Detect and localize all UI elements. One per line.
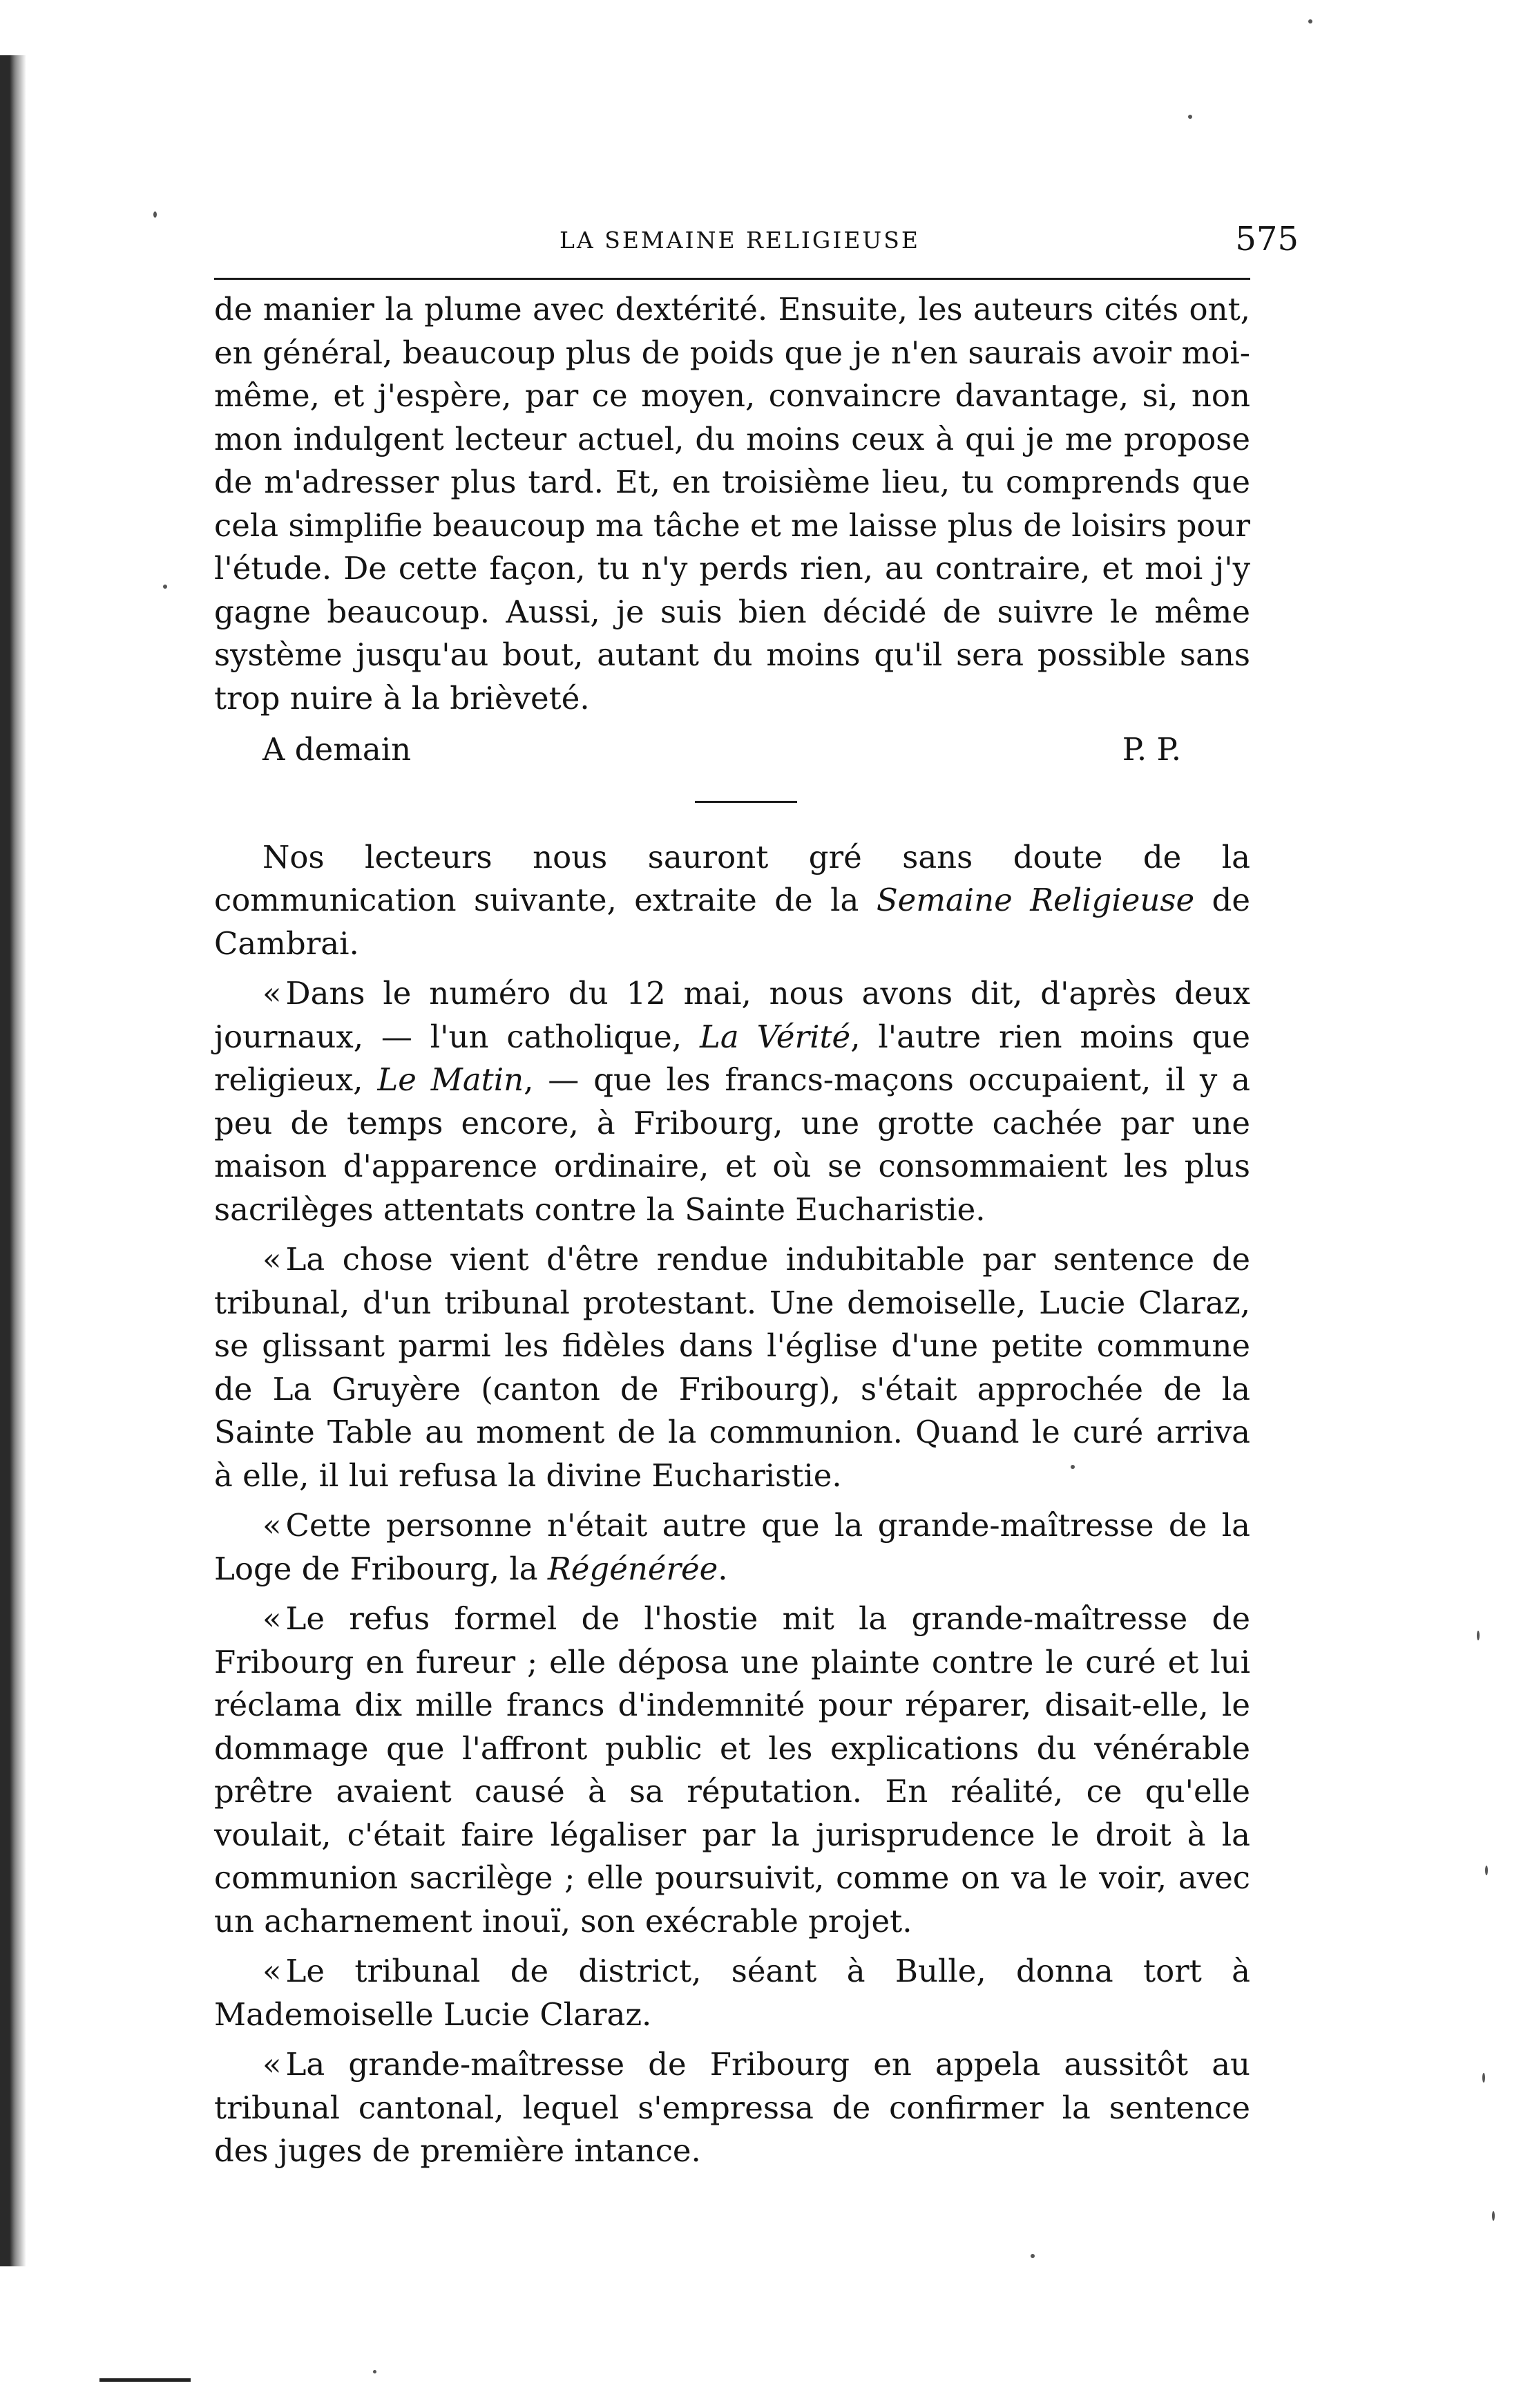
guillemet: « [262,1953,282,1989]
source-publication-title: Semaine Religieuse [876,882,1195,918]
scan-speck [1308,19,1312,23]
guillemet: « [262,1507,282,1544]
book-page [214,220,1299,2173]
scan-speck [163,585,167,589]
para3-text: Cette personne n'était autre que la grande-maîtresse de la Loge de Fribourg, la [214,1507,1250,1587]
scan-speck [1477,1631,1480,1640]
signoff-initials: P. P. [1122,731,1181,768]
guillemet: « [262,2046,282,2083]
header-rule [214,278,1250,280]
signoff-left: A demain [262,731,412,768]
quoted-paragraph-6 [214,2043,1250,2173]
quoted-paragraph-5 [214,1950,1250,2036]
intro-text-end: de Cambrai. [214,882,1250,962]
guillemet: « [262,975,282,1012]
running-head [214,220,1299,268]
quoted-paragraph-4 [214,1598,1250,1943]
para1-text-c: , — que les francs-maçons occupaient, il y a peu de temps encore, à Fribourg, une grotte cachée par une maison d'apparence ordinaire, et où se consommaient les plus sacrilèges attentats contre la Sainte Eucharistie. [214,1061,1250,1228]
para4-text: Le refus formel de l'hostie mit la grande-maîtresse de Fribourg en fureur ; elle déposa une plainte contre le curé et lui réclama dix mille francs d'indemnité pour réparer, disait-elle, le dommage que l'affront public et les explications du vénérable prêtre avaient causé à sa réputation. En réalité, ce qu'elle voulait, c'était faire légaliser par la jurisprudence le droit à la communion sacrilège ; elle poursuivit, comme on va le voir, avec un acharnement inouï, son exécrable projet. [214,1600,1250,1940]
newspaper-title-verite: La Vérité [699,1018,851,1055]
quoted-paragraph-3 [214,1504,1250,1591]
scan-speck [373,2370,376,2373]
guillemet: « [262,1600,282,1637]
quoted-paragraph-2 [214,1238,1250,1497]
section-separator [695,801,797,803]
intro-paragraph [214,836,1250,966]
quoted-paragraph-1 [214,972,1250,1231]
binding-edge-shadow [0,55,26,2266]
para5-text: Le tribunal de district, séant à Bulle, donna tort à Mademoiselle Lucie Claraz. [214,1953,1250,2033]
continuation-paragraph: de manier la plume avec dextérité. Ensuite, les auteurs cités ont, en général, beaucoup plus de poids que je n'en saurais avoir moi-même, et j'espère, par ce moyen, convaincre davantage, si, non mon indulgent lecteur actuel, du moins ceux à qui je me propose de m'adresser plus tard. Et, en troisième lieu, tu comprends que cela simplifie beaucoup ma tâche et me laisse plus de loisirs pour l'étude. De cette façon, tu n'y perds rien, au contraire, et moi j'y gagne beaucoup. Aussi, je suis bien décidé de suivre le même système jusqu'au bout, autant du moins qu'il sera possible sans trop nuire à la brièveté. [214,291,1250,717]
para3-text-end: . [718,1550,728,1587]
page-number: 575 [1235,220,1299,258]
body-text [214,288,1250,2173]
scan-speck [1031,2254,1035,2258]
scan-speck [1485,1866,1488,1875]
para1-text-b: , l'autre rien moins que religieux, [214,1018,1250,1098]
scan-speck [1188,115,1192,119]
scan-edge-mark [99,2378,191,2382]
para1-text-a: Dans le numéro du 12 mai, nous avons dit, d'après deux journaux, — l'un catholique, [214,975,1250,1055]
guillemet: « [262,1241,282,1278]
newspaper-title-matin: Le Matin [377,1061,524,1098]
para2-text: La chose vient d'être rendue indubitable par sentence de tribunal, d'un tribunal protestant. Une demoiselle, Lucie Claraz, se glissant parmi les fidèles dans l'église d'une petite commune de La Gruyère (canton de Fribourg), s'était approchée de la Sainte Table au moment de la communion. Quand le curé arriva à elle, il lui refusa la divine Eucharistie. [214,1241,1250,1494]
scan-speck [153,211,157,218]
intro-text: Nos lecteurs nous sauront gré sans doute de la communication suivante, extraite de la [214,838,1250,918]
scan-speck [1482,2073,1485,2083]
lodge-name: Régénérée [547,1550,718,1587]
para6-text: La grande-maîtresse de Fribourg en appela aussitôt au tribunal cantonal, lequel s'empressa de confirmer la sentence des juges de première intance. [214,2046,1250,2169]
scan-speck [1492,2211,1495,2221]
running-head-title: LA SEMAINE RELIGIEUSE [559,227,920,254]
signoff-line [214,728,1250,772]
scan-speck [1071,1465,1075,1469]
